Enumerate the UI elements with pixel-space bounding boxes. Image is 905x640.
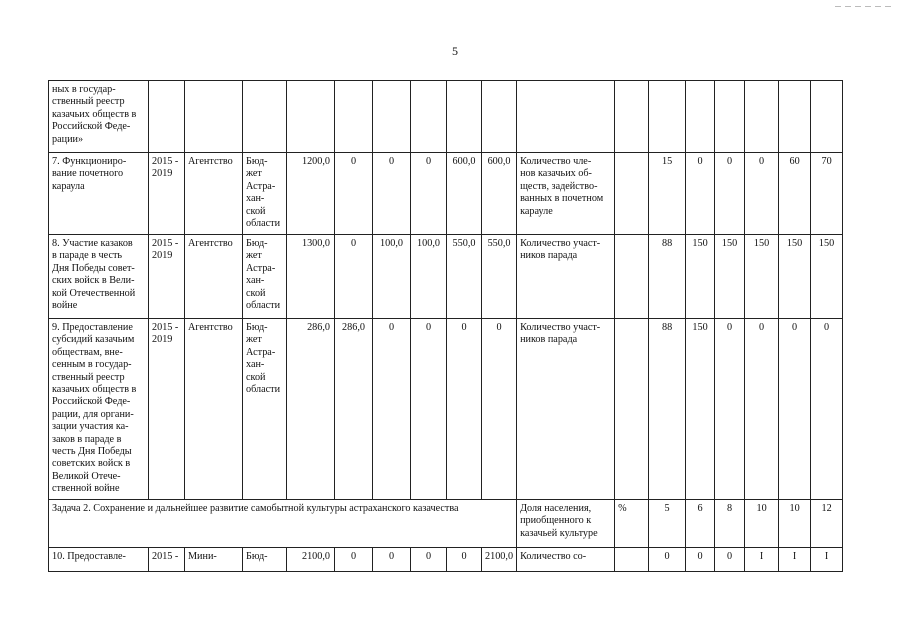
amount-2016-cell: 0 xyxy=(373,153,411,235)
target-2019-cell: I xyxy=(811,547,843,571)
target-2017-cell: 10 xyxy=(745,499,779,547)
amount-2018-cell: 0 xyxy=(447,319,482,500)
total-amount-cell xyxy=(287,81,335,153)
period-cell: 2015 - 2019 xyxy=(149,319,185,500)
period-cell xyxy=(149,81,185,153)
table-row xyxy=(49,81,843,153)
amount-2015-cell xyxy=(335,81,373,153)
target-2017-cell: 0 xyxy=(745,153,779,235)
amount-2019-cell xyxy=(482,81,517,153)
amount-2017-cell: 0 xyxy=(411,153,447,235)
indicator-cell: Количество со- xyxy=(517,547,615,571)
unit-cell xyxy=(615,319,649,500)
unit-cell xyxy=(615,547,649,571)
target-2016-cell xyxy=(715,81,745,153)
base-value-cell: 88 xyxy=(649,235,686,319)
amount-2016-cell: 100,0 xyxy=(373,235,411,319)
target-2018-cell: 150 xyxy=(779,235,811,319)
target-2015-cell: 0 xyxy=(686,153,715,235)
table-row xyxy=(49,153,843,235)
base-value-cell: 15 xyxy=(649,153,686,235)
amount-2018-cell xyxy=(447,81,482,153)
amount-2017-cell: 0 xyxy=(411,319,447,500)
table-row xyxy=(49,319,843,500)
target-2017-cell: I xyxy=(745,547,779,571)
indicator-cell: Количество участ- ников парада xyxy=(517,235,615,319)
unit-cell: % xyxy=(615,499,649,547)
amount-2018-cell: 0 xyxy=(447,547,482,571)
indicator-cell: Доля населения, приобщенного к казачьей культуре xyxy=(517,499,615,547)
amount-2019-cell: 550,0 xyxy=(482,235,517,319)
executor-cell: Мини- xyxy=(185,547,243,571)
task-row xyxy=(49,499,843,547)
target-2015-cell xyxy=(686,81,715,153)
program-table-wrapper xyxy=(48,80,843,572)
base-value-cell: 5 xyxy=(649,499,686,547)
amount-2017-cell: 100,0 xyxy=(411,235,447,319)
amount-2019-cell: 600,0 xyxy=(482,153,517,235)
unit-cell xyxy=(615,153,649,235)
amount-2015-cell: 286,0 xyxy=(335,319,373,500)
target-2015-cell: 0 xyxy=(686,547,715,571)
activity-name-cell: 8. Участие казаков в параде в честь Дня Победы совет- ских войск в Вели- кой Отечественной войне xyxy=(49,235,149,319)
funding-source-cell xyxy=(243,81,287,153)
page-number: 5 xyxy=(452,44,458,58)
target-2018-cell: 10 xyxy=(779,499,811,547)
table-row xyxy=(49,235,843,319)
target-2016-cell: 8 xyxy=(715,499,745,547)
target-2018-cell xyxy=(779,81,811,153)
target-2015-cell: 6 xyxy=(686,499,715,547)
funding-source-cell: Бюд- xyxy=(243,547,287,571)
amount-2017-cell: 0 xyxy=(411,547,447,571)
amount-2019-cell: 2100,0 xyxy=(482,547,517,571)
target-2017-cell: 0 xyxy=(745,319,779,500)
program-activities-table xyxy=(48,80,843,572)
base-value-cell: 88 xyxy=(649,319,686,500)
total-amount-cell: 1300,0 xyxy=(287,235,335,319)
target-2015-cell: 150 xyxy=(686,319,715,500)
table-row xyxy=(49,547,843,571)
target-2017-cell: 150 xyxy=(745,235,779,319)
amount-2018-cell: 550,0 xyxy=(447,235,482,319)
target-2016-cell: 0 xyxy=(715,547,745,571)
target-2019-cell xyxy=(811,81,843,153)
target-2016-cell: 0 xyxy=(715,153,745,235)
target-2019-cell: 12 xyxy=(811,499,843,547)
activity-name-cell: 9. Предоставление субсидий казачьим обществам, вне- сенным в государ- ственный реестр казачьих обществ в Российской Феде- рации, для органи- зации участия ка- заков в параде в честь Дня Победы советских войск в Великой Отече- ственной войне xyxy=(49,319,149,500)
funding-source-cell: Бюд- жет Астра- хан- ской области xyxy=(243,153,287,235)
amount-2015-cell: 0 xyxy=(335,547,373,571)
target-2018-cell: 60 xyxy=(779,153,811,235)
amount-2017-cell xyxy=(411,81,447,153)
target-2015-cell: 150 xyxy=(686,235,715,319)
executor-cell: Агентство xyxy=(185,235,243,319)
amount-2019-cell: 0 xyxy=(482,319,517,500)
amount-2016-cell xyxy=(373,81,411,153)
unit-cell xyxy=(615,235,649,319)
total-amount-cell: 2100,0 xyxy=(287,547,335,571)
target-2019-cell: 150 xyxy=(811,235,843,319)
activity-name-cell: 10. Предоставле- xyxy=(49,547,149,571)
amount-2016-cell: 0 xyxy=(373,547,411,571)
amount-2015-cell: 0 xyxy=(335,153,373,235)
period-cell: 2015 - 2019 xyxy=(149,153,185,235)
executor-cell: Агентство xyxy=(185,319,243,500)
total-amount-cell: 286,0 xyxy=(287,319,335,500)
scan-artifact xyxy=(835,6,895,7)
total-amount-cell: 1200,0 xyxy=(287,153,335,235)
target-2016-cell: 150 xyxy=(715,235,745,319)
indicator-cell: Количество участ- ников парада xyxy=(517,319,615,500)
executor-cell xyxy=(185,81,243,153)
amount-2018-cell: 600,0 xyxy=(447,153,482,235)
base-value-cell: 0 xyxy=(649,547,686,571)
period-cell: 2015 - 2019 xyxy=(149,235,185,319)
unit-cell xyxy=(615,81,649,153)
funding-source-cell: Бюд- жет Астра- хан- ской области xyxy=(243,235,287,319)
activity-name-cell: ных в государ- ственный реестр казачьих обществ в Российской Феде- рации» xyxy=(49,81,149,153)
target-2018-cell: 0 xyxy=(779,319,811,500)
indicator-cell: Количество чле- нов казачьих об- ществ, задейство- ванных в почетном карауле xyxy=(517,153,615,235)
target-2019-cell: 0 xyxy=(811,319,843,500)
amount-2015-cell: 0 xyxy=(335,235,373,319)
funding-source-cell: Бюд- жет Астра- хан- ской области xyxy=(243,319,287,500)
base-value-cell xyxy=(649,81,686,153)
target-2018-cell: I xyxy=(779,547,811,571)
amount-2016-cell: 0 xyxy=(373,319,411,500)
activity-name-cell: 7. Функциониро- вание почетного караула xyxy=(49,153,149,235)
indicator-cell xyxy=(517,81,615,153)
target-2019-cell: 70 xyxy=(811,153,843,235)
executor-cell: Агентство xyxy=(185,153,243,235)
target-2017-cell xyxy=(745,81,779,153)
period-cell: 2015 - xyxy=(149,547,185,571)
target-2016-cell: 0 xyxy=(715,319,745,500)
task-title-cell: Задача 2. Сохранение и дальнейшее развитие самобытной культуры астраханского казачества xyxy=(49,499,517,547)
